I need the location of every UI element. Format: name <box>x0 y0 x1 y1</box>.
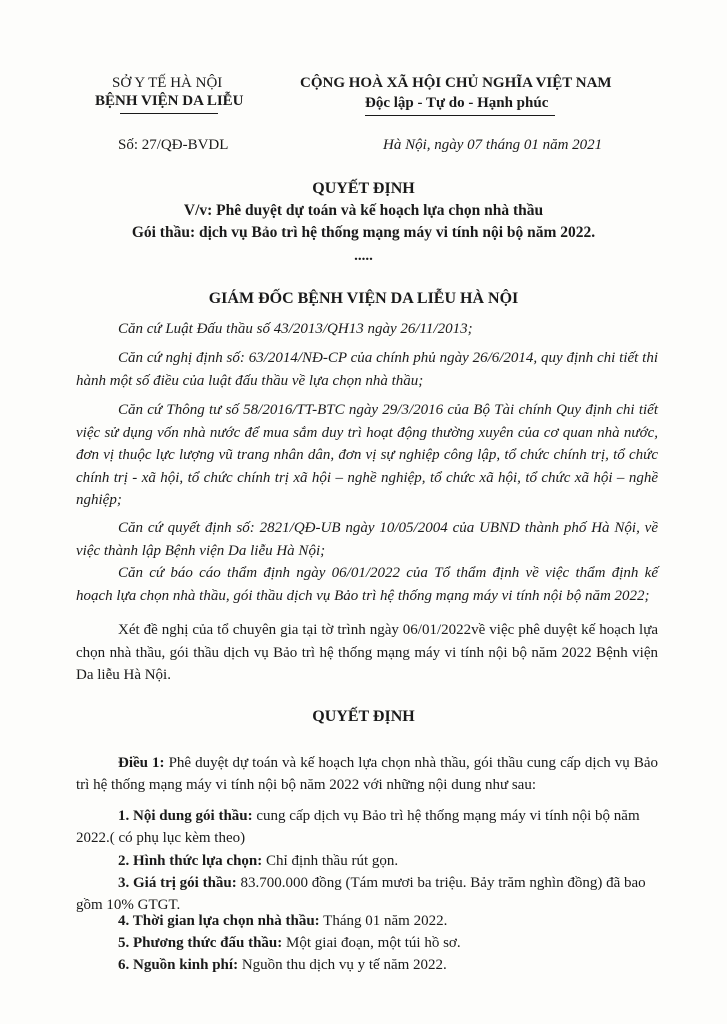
decision-title: QUYẾT ĐỊNH <box>312 180 415 197</box>
department-name: SỞ Y TẾ HÀ NỘI <box>112 75 223 91</box>
item-text: Chỉ định thầu rút gọn. <box>266 853 399 869</box>
item-label: 6. Nguồn kinh phí: <box>118 957 239 973</box>
decision-subject-line1: V/v: Phê duyệt dự toán và kế hoạch lựa chọn nhà thầu <box>183 202 544 219</box>
decision-subject-line2: Gói thầu: dịch vụ Bảo trì hệ thống mạng máy vi tính nội bộ năm 2022. <box>131 224 596 241</box>
motto-underline <box>365 115 555 116</box>
hospital-name: BỆNH VIỆN DA LIỄU <box>95 93 244 109</box>
item-label: 2. Hình thức lựa chọn: <box>118 853 263 869</box>
article-item-4 <box>76 910 658 932</box>
article-item-1 <box>76 805 658 849</box>
basis-establishment: Căn cứ quyết định số: 2821/QĐ-UB ngày 10/05/2004 của UBND thành phố Hà Nội, về việc thành lập Bệnh viện Da liễu Hà Nội; <box>76 520 658 559</box>
article-item-6 <box>76 954 658 976</box>
item-label: 5. Phương thức đấu thầu: <box>118 935 283 951</box>
decides-heading: QUYẾT ĐỊNH <box>312 708 415 725</box>
item-text: cung cấp dịch vụ Bảo trì hệ thống mạng máy vi tính nội bộ năm 2022.( có phụ lục kèm theo) <box>76 808 640 846</box>
article-1-label: Điều 1: <box>118 755 165 771</box>
consideration: Xét đề nghị của tổ chuyên gia tại tờ trình ngày 06/01/2022về việc phê duyệt kế hoạch lựa chọn nhà thầu, gói thầu dịch vụ Bảo trì hệ thống mạng máy vi tính nội bộ năm 2022 Bệnh viện Da liễu Hà Nội. <box>76 622 658 683</box>
item-text: 83.700.000 đồng (Tám mươi ba triệu. Bảy trăm nghìn đồng) đã bao gồm 10% GTGT. <box>76 875 646 913</box>
article-item-2 <box>76 850 658 872</box>
basis-decree: Căn cứ nghị định số: 63/2014/NĐ-CP của chính phủ ngày 26/6/2014, quy định chi tiết thi hành một số điều của luật đấu thầu về lựa chọn nhà thầu; <box>76 350 658 389</box>
item-text: Tháng 01 năm 2022. <box>323 913 448 929</box>
issuer-heading: GIÁM ĐỐC BỆNH VIỆN DA LIỄU HÀ NỘI <box>208 290 519 307</box>
item-text: Một giai đoạn, một túi hồ sơ. <box>286 935 461 951</box>
national-motto: Độc lập - Tự do - Hạnh phúc <box>365 95 549 111</box>
item-label: 3. Giá trị gói thầu: <box>118 875 237 891</box>
place-date: Hà Nội, ngày 07 tháng 01 năm 2021 <box>383 137 603 153</box>
article-1 <box>76 752 658 796</box>
basis-law: Căn cứ Luật Đấu thầu số 43/2013/QH13 ngày 26/11/2013; <box>118 321 473 337</box>
basis-appraisal: Căn cứ báo cáo thẩm định ngày 06/01/2022 của Tổ thẩm định về việc thẩm định kế hoạch lựa chọn nhà thầu, gói thầu dịch vụ Bảo trì hệ thống mạng máy vi tính nội bộ năm 2022; <box>76 565 658 604</box>
separator-dots: ..... <box>354 248 373 264</box>
document-number: Số: 27/QĐ-BVDL <box>118 137 229 153</box>
item-label: 1. Nội dung gói thầu: <box>118 808 253 824</box>
item-text: Nguồn thu dịch vụ y tế năm 2022. <box>241 957 447 973</box>
article-1-text: Phê duyệt dự toán và kế hoạch lựa chọn nhà thầu, gói thầu cung cấp dịch vụ Bảo trì hệ thống mạng máy vi tính nội bộ năm 2022 với những nội dung như sau: <box>76 755 659 793</box>
basis-circular: Căn cứ Thông tư số 58/2016/TT-BTC ngày 29/3/2016 của Bộ Tài chính Quy định chi tiết việc sử dụng vốn nhà nước để mua sắm duy trì hoạt động thường xuyên của cơ quan nhà nước, đơn vị thuộc lực lượng vũ trang nhân dân, đơn vị sự nghiệp công lập, tổ chức chính trị, tổ chức chính trị - xã hội, tổ chức chính trị xã hội – nghề nghiệp, tổ chức xã hội, tổ chức xã hội – nghề nghiệp; <box>76 402 658 508</box>
article-item-5 <box>76 932 658 954</box>
hospital-underline <box>120 113 218 114</box>
item-label: 4. Thời gian lựa chọn nhà thầu: <box>118 913 320 929</box>
country-name: CỘNG HOÀ XÃ HỘI CHỦ NGHĨA VIỆT NAM <box>300 75 612 91</box>
